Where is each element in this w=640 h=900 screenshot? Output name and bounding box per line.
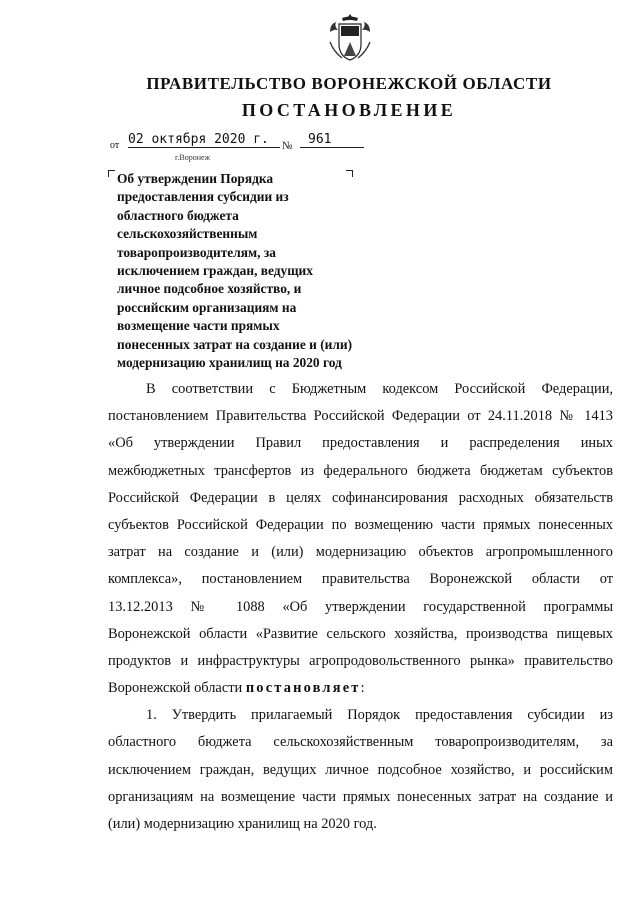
body-line: Российской Федерации в целях софинансирования расходных обязательств (108, 489, 613, 506)
decree-keyword: постановляет (245, 680, 361, 697)
date-from-label: от (110, 140, 120, 151)
subject-line: понесенных затрат на создание и (или) (117, 336, 353, 352)
government-title: ПРАВИТЕЛЬСТВО ВОРОНЕЖСКОЙ ОБЛАСТИ (146, 74, 552, 93)
subject-line: исключением граждан, ведущих (117, 263, 313, 279)
subject-line: предоставления субсидии из (117, 189, 289, 205)
document-number: 961 (300, 132, 364, 148)
body-line: (или) модернизацию хранилищ на 2020 год. (108, 816, 377, 832)
body-line: «Об утверждении Правил предоставления и распределения иных (108, 435, 613, 452)
decree-prefix: Воронежской области (108, 680, 246, 697)
document-body (108, 376, 613, 838)
body-line: областного бюджета сельскохозяйственным товаропроизводителям, за (108, 734, 613, 751)
body-line: исключением граждан, ведущих личное подсобное хозяйство, и российским (108, 761, 613, 778)
subject-line: возмещение части прямых (117, 318, 280, 334)
body-line: 13.12.2013 № 1088 «Об утверждении государственной программы (108, 598, 613, 615)
document-date: 02 октября 2020 г. (128, 132, 280, 148)
city-label: г.Воронеж (175, 153, 211, 162)
body-line: затрат на создание и (или) модернизацию объектов агропромышленного (108, 544, 613, 561)
body-line: комплекса», постановлением правительства Воронежской области от (108, 571, 613, 588)
subject-line: модернизацию хранилищ на 2020 год (117, 355, 342, 371)
subject-line: Об утверждении Порядка (117, 171, 274, 186)
subject-line: сельскохозяйственным (117, 226, 258, 242)
coat-of-arms-icon (328, 12, 372, 64)
document-type-title: ПОСТАНОВЛЕНИЕ (241, 100, 457, 120)
body-line: межбюджетных трансфертов из федерального бюджета бюджетам субъектов (108, 462, 613, 479)
document-subject (117, 170, 417, 372)
subject-bracket-left (108, 170, 115, 177)
body-line: субъектов Российской Федерации по возмещению части прямых понесенных (108, 516, 613, 533)
body-line: постановлением Правительства Российской Федерации от 24.11.2018 № 1413 (108, 408, 613, 425)
body-line: продуктов и инфраструктуры агропродовольственного рынка» правительство (108, 652, 613, 669)
body-line: Воронежской области «Развитие сельского хозяйства, производства пищевых (108, 625, 613, 642)
body-line: В соответствии с Бюджетным кодексом Российской Федерации, (146, 381, 613, 397)
subject-line: областного бюджета (117, 207, 239, 223)
body-line: организациям на возмещение части прямых понесенных затрат на создание и (108, 788, 613, 805)
subject-line: российским организациям на (117, 299, 297, 315)
body-line: 1. Утвердить прилагаемый Порядок предоставления субсидии из (146, 707, 613, 724)
subject-line: товаропроизводителям, за (117, 244, 276, 260)
body-line-decree (108, 675, 613, 702)
decree-suffix: : (360, 680, 365, 697)
subject-line: личное подсобное хозяйство, и (117, 281, 302, 297)
number-label: № (282, 140, 293, 152)
